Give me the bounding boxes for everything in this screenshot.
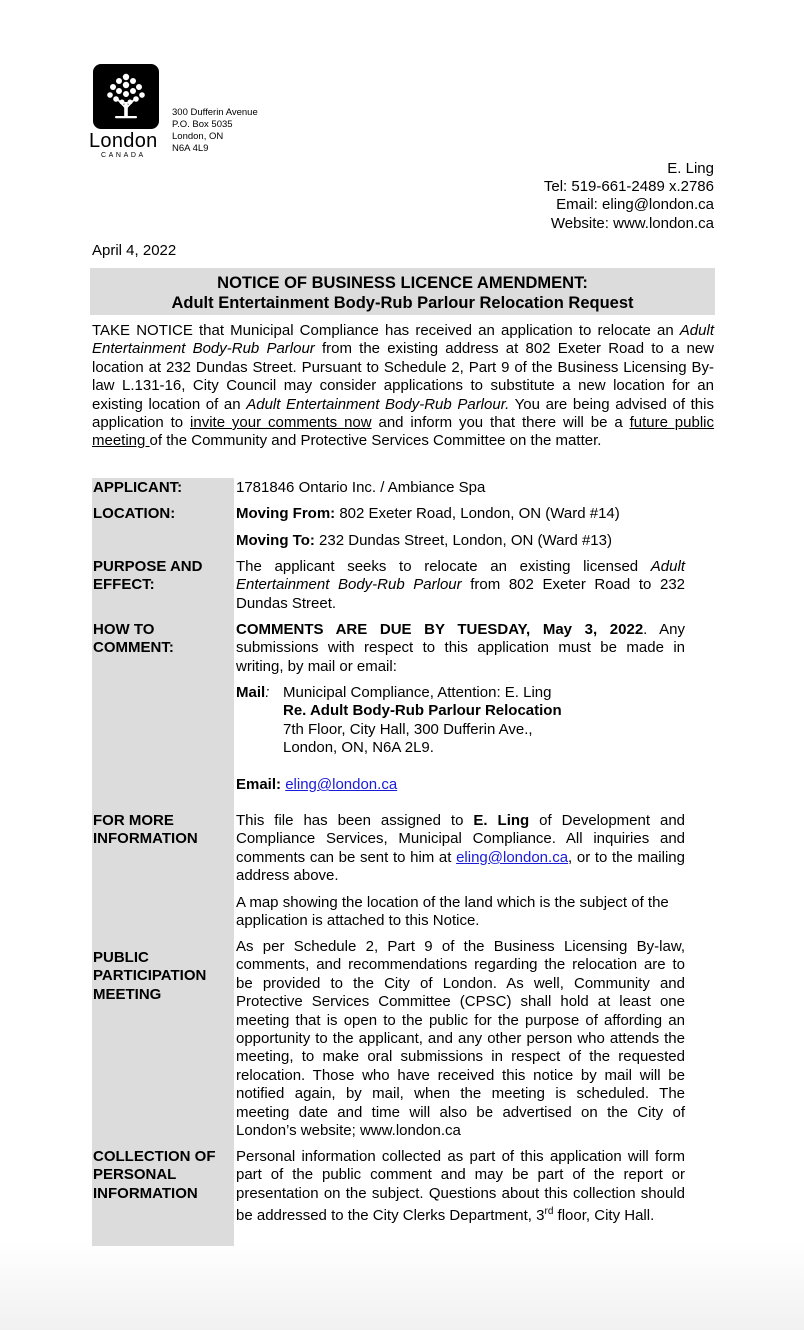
how-to-comment-value <box>236 621 685 676</box>
mail-label-colon: : <box>265 684 270 701</box>
purpose-value <box>236 558 685 613</box>
collection-label-line: COLLECTION OF <box>93 1148 216 1165</box>
address-line: P.O. Box 5035 <box>172 119 233 130</box>
mail-line: Municipal Compliance, Attention: E. Ling <box>283 684 552 701</box>
logo-subtitle: CANADA <box>101 152 146 159</box>
page-bottom-shade <box>0 1240 804 1330</box>
info-label-line: INFORMATION <box>93 830 198 848</box>
due-date: COMMENTS ARE DUE BY TUESDAY, May 3, 2022 <box>236 621 644 638</box>
collection-text: Personal information collected as part of this application will form part of the public comment and may be part of the report or presentation on the subject. Questions about this collection should be addressed to the City Clerks Department, 3 <box>236 1148 685 1225</box>
intro-italic: Adult Entertainment Body-Rub Parlour. <box>246 395 510 413</box>
purpose-italic: Adult Entertainment Body-Rub Parlour <box>236 558 685 594</box>
mail-label-text: Mail <box>236 684 266 701</box>
info-text: This file has been assigned to <box>236 812 474 829</box>
location-label: LOCATION: <box>93 505 176 522</box>
how-label-line: COMMENT: <box>93 639 174 657</box>
intro-italic: Adult Entertainment Body-Rub Parlour <box>92 322 714 358</box>
letterhead-address <box>172 107 258 155</box>
mail-address <box>283 684 562 758</box>
notice-title <box>90 268 715 315</box>
intro-underline: future public meeting <box>92 414 715 450</box>
address-line: 300 Dufferin Avenue <box>172 107 258 118</box>
info-label-line: FOR MORE <box>93 812 174 829</box>
more-info-label <box>93 812 198 849</box>
intro-text: and inform you that there will be a <box>371 414 630 432</box>
applicant-value: 1781846 Ontario Inc. / Ambiance Spa <box>236 479 486 496</box>
public-label-line: MEETING <box>93 985 162 1003</box>
contact-name: E. Ling <box>667 160 714 177</box>
how-label-line: HOW TO <box>93 621 155 638</box>
title-line-2: Adult Entertainment Body-Rub Parlour Relocation Request <box>171 294 634 312</box>
how-text: . Any submissions with respect to this application must be made in writing, by mail or email: <box>236 621 685 675</box>
purpose-label-line: PURPOSE AND <box>93 558 203 575</box>
mail-line: 7th Floor, City Hall, 300 Dufferin Ave., <box>283 720 533 738</box>
mail-line: Re. Adult Body-Rub Parlour Relocation <box>283 702 562 720</box>
purpose-text: from 802 Exeter Road to 232 Dundas Street. <box>236 576 685 612</box>
intro-text: TAKE NOTICE that Municipal Compliance has received an application to relocate an <box>92 322 680 339</box>
email-link[interactable]: eling@london.ca <box>285 776 398 793</box>
intro-text: You are being advised of this application to <box>92 395 714 432</box>
applicant-label: APPLICANT: <box>93 479 183 496</box>
info-name: E. Ling <box>473 812 530 829</box>
collection-label-line: PERSONAL <box>93 1166 177 1184</box>
notice-date: April 4, 2022 <box>92 242 177 259</box>
location-moving-to <box>236 532 685 550</box>
purpose-text: The applicant seeks to relocate an existing licensed <box>236 558 651 575</box>
moving-from-value: 802 Exeter Road, London, ON (Ward #14) <box>335 505 620 522</box>
purpose-label-line: EFFECT: <box>93 576 155 594</box>
info-email-link[interactable]: eling@london.ca <box>456 848 569 866</box>
moving-to-value: 232 Dundas Street, London, ON (Ward #13) <box>314 532 612 549</box>
collection-label <box>93 1148 216 1203</box>
email-label: Email: <box>236 776 282 793</box>
address-line: N6A 4L9 <box>172 143 209 154</box>
public-meeting-value: As per Schedule 2, Part 9 of the Business Licensing By-law, comments, and recommendations regarding the relocation are to be provided to the City of London. As well, Community and Protective Services Committee (CPSC) shall hold at least one meeting that is open to the public for the purpose of affording an opportunity to the applicant, and any other person who attends the meeting, to make oral submissions in respect of the requested relocation. Those who have received this notice by mail will be notified again, by mail, when the meeting is scheduled. The meeting date and time will also be advertised on the City of London’s website; www.london.ca <box>236 938 685 1140</box>
contact-phone: Tel: 519-661-2489 x.2786 <box>543 178 714 196</box>
london-tree-logo-icon <box>93 64 159 129</box>
intro-text: from the existing address at 802 Exeter Road to a new location at 232 Dundas Street. Pursuant to Schedule 2, Part 9 of the Business Licensing By-law L.131-16, City Council may consider applications to substitute a new location for an existing location of an <box>92 340 714 413</box>
contact-website: Website: www.london.ca <box>550 214 714 232</box>
email-row <box>236 776 685 794</box>
public-label-line: PUBLIC <box>93 949 149 966</box>
map-note: A map showing the location of the land which is the subject of the application is attached to this Notice. <box>236 894 669 930</box>
contact-email: Email: eling@london.ca <box>556 196 714 214</box>
public-meeting-label <box>93 949 206 1004</box>
intro-paragraph <box>92 322 714 451</box>
address-line: London, ON <box>172 131 224 142</box>
public-label-line: PARTICIPATION <box>93 967 207 985</box>
collection-text: floor, City Hall. <box>553 1207 655 1225</box>
how-to-comment-label <box>93 621 174 658</box>
collection-label-line: INFORMATION <box>93 1184 198 1202</box>
collection-sup: rd <box>544 1206 554 1218</box>
intro-underline: invite your comments now <box>190 414 372 432</box>
purpose-label <box>93 558 202 595</box>
collection-value <box>236 1148 685 1226</box>
logo-wordmark: London <box>89 130 158 152</box>
more-info-value <box>236 812 685 886</box>
moving-to-label: Moving To: <box>236 532 315 549</box>
contact-block <box>544 160 714 233</box>
info-text: , or to the mailing address above. <box>236 848 685 885</box>
info-text: of Development and Compliance Services, Municipal Compliance. All inquiries and comments can be sent to him at <box>236 812 686 866</box>
location-moving-from <box>236 505 685 523</box>
mail-line: London, ON, N6A 2L9. <box>283 739 434 757</box>
title-line-1: NOTICE OF BUSINESS LICENCE AMENDMENT: <box>217 274 588 292</box>
intro-text: of the Community and Protective Services Committee on the matter. <box>149 432 602 450</box>
moving-from-label: Moving From: <box>236 505 336 522</box>
